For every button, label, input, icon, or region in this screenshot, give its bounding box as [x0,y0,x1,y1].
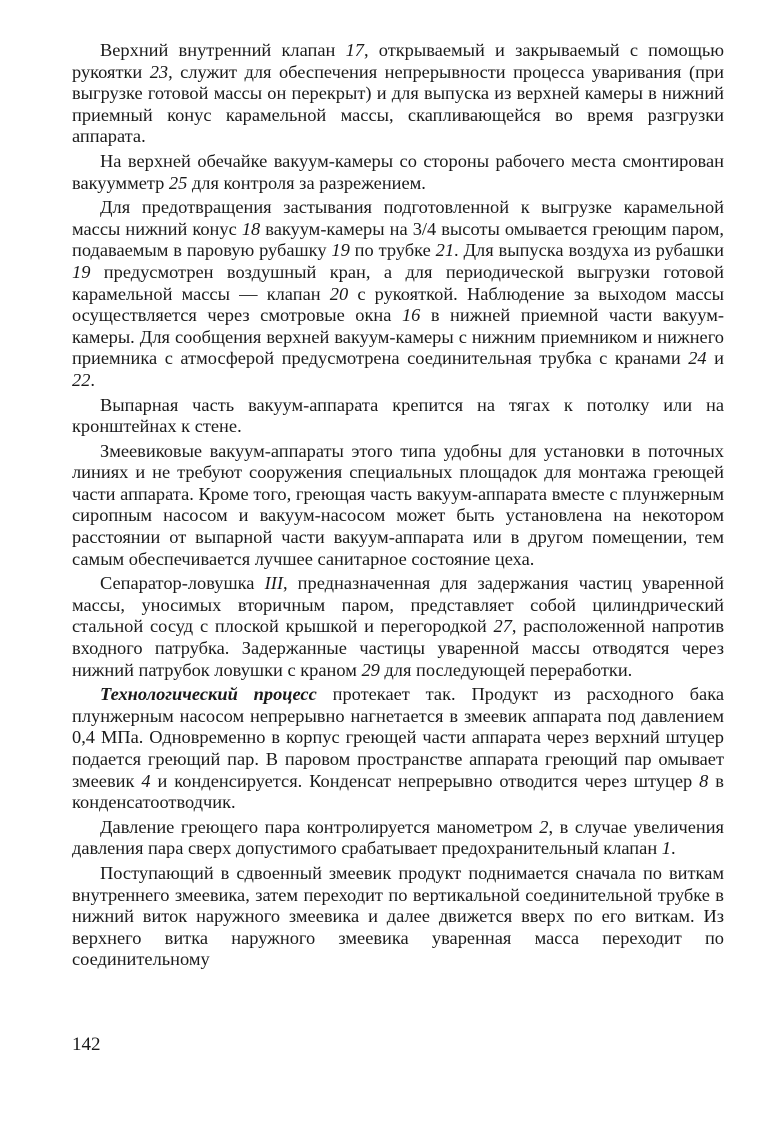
text-run: вакуум-камеры на 3/4 высоты омывается греющим паром, подаваемым в паровую рубашку [72,218,724,261]
text-run: Сепаратор-ловушка [100,573,265,594]
text-run: в нижней приемной части вакуум-камеры. Для сообщения верхней вакуум-камеры с нижним приемником и нижнего приемника с атмосферой предусмотрена соединительная трубка с кранами [72,305,725,369]
body-text [72,40,724,971]
paragraph [72,197,724,391]
run-in-heading: Технологический процесс [100,684,317,705]
reference-numeral: III [264,573,283,594]
text-run: , предназначенная для задержания частиц уваренной массы, уносимых вторичным паром, представляет собой цилиндрический стальной сосуд с плоской крышкой и перегородкой [72,573,724,637]
text-run: Давление греющего пара контролируется манометром [100,816,540,837]
text-run: Для предотвращения застывания подготовленной к выгрузке карамельной массы нижний конус [72,197,724,239]
reference-numeral: 19 [72,261,91,282]
paragraph [72,151,724,194]
reference-numeral: 23 [149,61,169,82]
paragraph [72,40,724,148]
reference-numeral: 18 [241,218,261,239]
text-run: в конденсатоотводчик. [72,770,724,813]
reference-numeral: 1 [661,838,671,859]
text-run: Выпарная часть вакуум-аппарата крепится на тягах к потолку или на кронштейнах к стене. [72,394,724,437]
reference-numeral: 24 [688,348,707,369]
reference-numeral: 17 [345,40,364,60]
paragraph [72,684,724,814]
text-run: и конденсируется. Конденсат непрерывно отводится через штуцер [150,770,700,791]
text-run: , открываемый и закрываемый с помощью рукоятки [72,40,724,82]
reference-numeral: 19 [331,240,350,261]
paragraph [72,573,724,681]
reference-numeral: 8 [699,770,709,791]
text-run: . [90,369,95,390]
text-run: протекает так. Продукт из расходного бака плунжерным насосом непрерывно нагнетается в змеевик аппарата под давлением 0,4 МПа. Одновременно в корпус греющей части аппарата через верхний штуцер подается греющий пар. В паровом пространстве аппарата греющий пар омывает змеевик [72,684,725,791]
text-run: На верхней обечайке вакуум-камеры со стороны рабочего места смонтирован вакуумметр [72,150,724,193]
reference-numeral: 29 [361,659,380,680]
text-run: для последующей переработки. [379,659,633,680]
reference-numeral: 22 [72,369,91,390]
text-run: предусмотрен воздушный кран, а для периодической выгрузки готовой карамельной массы — клапан [72,261,724,304]
page-number: 142 [72,1034,101,1055]
text-run: . Для выпуска воздуха из рубашки [454,240,725,261]
reference-numeral: 16 [401,305,421,326]
text-run: , в случае увеличения давления пара сверх допустимого срабатывает предохранительный клапан [72,816,724,859]
text-run: для контроля за разрежением. [187,172,426,193]
text-run: Верхний внутренний клапан [100,40,346,60]
reference-numeral: 20 [329,283,349,304]
text-run: Поступающий в сдвоенный змеевик продукт поднимается сначала по виткам внутреннего змеевика, затем переходит по вертикальной соединительной трубке в нижний виток наружного змеевика и далее движется вверх по его виткам. Из верхнего витка наружного змеевика уваренная масса переходит по соединительному [72,862,724,970]
reference-numeral: 21 [435,240,455,261]
paragraph [72,817,724,860]
reference-numeral: 2 [539,816,549,837]
text-run: , расположенной напротив входного патрубка. Задержанные частицы уваренной массы отводятся через нижний патрубок ловушки с краном [72,616,725,680]
paragraph [72,863,724,971]
reference-numeral: 25 [168,172,188,193]
text-run: с рукояткой. Наблюдение за выходом массы осуществляется через смотровые окна [72,283,724,326]
paragraph [72,395,724,438]
reference-numeral: 27 [493,616,512,637]
reference-numeral: 4 [141,770,151,791]
text-run: и [706,348,724,369]
text-run: , служит для обеспечения непрерывности процесса уваривания (при выгрузке готовой массы он перекрыт) и для выпуска из верхней камеры в нижний приемный конус карамельной массы, скапливающейся во время разгрузки аппарата. [72,61,724,147]
text-run: . [670,838,676,859]
text-run: по трубке [349,240,436,261]
text-run: Змеевиковые вакуум-аппараты этого типа удобны для установки в поточных линиях и не требуют сооружения специальных площадок для монтажа греющей части аппарата. Кроме того, греющая часть вакуум-аппарата вместе с плунжерным сиропным насосом и вакуум-насосом может быть установлена на некотором расстоянии от выпарной части вакуум-аппарата или в другом помещении, тем самым обеспечивается лучшее санитарное состояние цеха. [72,440,724,569]
paragraph [72,441,724,571]
